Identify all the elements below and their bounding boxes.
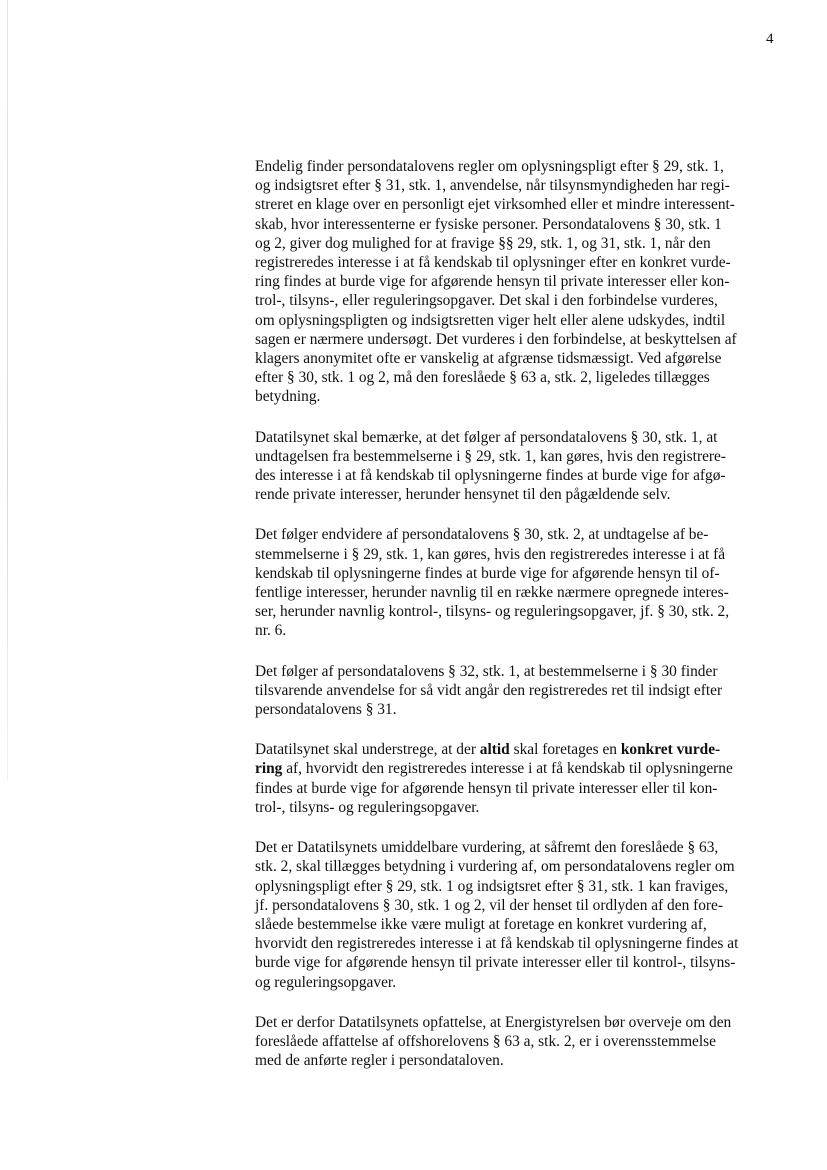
text-line: foreslåede affattelse af offshorelovens § 63 a, stk. 2, er i overensstemmelse: [255, 1032, 716, 1050]
paragraph-6: [255, 838, 785, 992]
paragraph-1: [255, 157, 785, 407]
text-line: trol-, tilsyns-, eller reguleringsopgaver. Det skal i den forbindelse vurderes,: [255, 292, 718, 310]
text-line: findes at burde vige for afgørende hensyn til private interesser eller til kon-: [255, 779, 718, 797]
text-run: skal foretages en: [509, 741, 621, 759]
text-line: og indsigtsret efter § 31, stk. 1, anvendelse, når tilsynsmyndigheden har regi-: [255, 177, 730, 195]
text-line: klagers anonymitet ofte er vanskelig at afgrænse tidsmæssigt. Ved afgørelse: [255, 350, 722, 368]
text-line: og reguleringsopgaver.: [255, 973, 397, 991]
text-line: des interesse i at få kendskab til oplysningerne findes at burde vige for afgø-: [255, 467, 726, 485]
text-line: jf. persondatalovens § 30, stk. 1 og 2, vil der henset til ordlyden af den fore-: [255, 896, 724, 914]
text-line: tilsvarende anvendelse for så vidt angår den registreredes ret til indsigt efter: [255, 681, 723, 699]
text-line: Det følger endvidere af persondatalovens § 30, stk. 2, at undtagelse af be-: [255, 526, 709, 544]
text-line: skab, hvor interessenterne er fysiske personer. Persondatalovens § 30, stk. 1: [255, 215, 722, 233]
text-line: Det følger af persondatalovens § 32, stk. 1, at bestemmelserne i § 30 finder: [255, 662, 718, 680]
text-line: burde vige for afgørende hensyn til private interesser eller til kontrol-, tilsyns-: [255, 954, 736, 972]
scan-margin-line: [7, 0, 8, 780]
text-line: med de anførte regler i persondataloven.: [255, 1052, 504, 1070]
text-line: Datatilsynet skal bemærke, at det følger af persondatalovens § 30, stk. 1, at: [255, 428, 718, 446]
text-line: streret en klage over en personligt ejet virksomhed eller et mindre interessent-: [255, 196, 735, 214]
letter-body: [255, 157, 785, 1091]
text-line: hvorvidt den registreredes interesse i at få kendskab til oplysningerne findes at: [255, 935, 739, 953]
text-line: Endelig finder persondatalovens regler om oplysningspligt efter § 29, stk. 1,: [255, 158, 724, 175]
text-line: ring findes at burde vige for afgørende hensyn til private interesser eller kon-: [255, 273, 730, 291]
text-line: [255, 740, 785, 759]
emphasis-altid: altid: [479, 741, 510, 759]
paragraph-3: [255, 525, 785, 640]
text-line: kendskab til oplysningerne findes at burde vige for afgørende hensyn til of-: [255, 564, 720, 582]
page-number: 4: [766, 31, 774, 47]
text-line: undtagelsen fra bestemmelserne i § 29, stk. 1, kan gøres, hvis den registrere-: [255, 447, 726, 465]
text-line: Det er Datatilsynets umiddelbare vurdering, at såfremt den foreslåede § 63,: [255, 839, 719, 857]
emphasis-konkret-vurdering-cont: ring: [255, 760, 283, 778]
paragraph-7: [255, 1013, 785, 1071]
text-line: om oplysningspligten og indsigtsretten viger helt eller alene udskydes, indtil: [255, 311, 726, 329]
text-line: Det er derfor Datatilsynets opfattelse, at Energistyrelsen bør overveje om den: [255, 1013, 732, 1031]
text-line: nr. 6.: [255, 622, 287, 640]
text-line: trol-, tilsyns- og reguleringsopgaver.: [255, 798, 480, 816]
text-line: og 2, giver dog mulighed for at fravige §§ 29, stk. 1, og 31, stk. 1, når den: [255, 234, 711, 252]
paragraph-4: [255, 662, 785, 720]
text-line: fentlige interesser, herunder navnlig til en række nærmere opregnede interes-: [255, 584, 729, 602]
text-line: oplysningspligt efter § 29, stk. 1 og indsigtsret efter § 31, stk. 1 kan fraviges,: [255, 877, 729, 895]
text-line: betydning.: [255, 388, 321, 406]
text-line: slåede bestemmelse ikke være muligt at foretage en konkret vurdering af,: [255, 915, 707, 933]
text-line: [255, 759, 785, 778]
text-line: stemmelserne i § 29, stk. 1, kan gøres, hvis den registreredes interesse i at få: [255, 545, 726, 563]
paragraph-2: [255, 428, 785, 505]
text-line: rende private interesser, herunder hensynet til den pågældende selv.: [255, 486, 671, 504]
text-line: persondatalovens § 31.: [255, 701, 397, 719]
text-run: Datatilsynet skal understrege, at der: [255, 741, 480, 759]
text-run: af, hvorvidt den registreredes interesse i at få kendskab til oplysningerne: [282, 760, 733, 778]
text-line: efter § 30, stk. 1 og 2, må den foreslåede § 63 a, stk. 2, ligeledes tillægges: [255, 369, 710, 387]
text-line: stk. 2, skal tillægges betydning i vurdering af, om persondatalovens regler om: [255, 858, 735, 876]
paragraph-5: [255, 740, 785, 817]
text-line: sagen er nærmere undersøgt. Det vurderes i den forbindelse, at beskyttelsen af: [255, 330, 737, 348]
text-line: registreredes interesse i at få kendskab til oplysninger efter en konkret vurde-: [255, 254, 731, 272]
text-line: ser, herunder navnlig kontrol-, tilsyns- og reguleringsopgaver, jf. § 30, stk. 2,: [255, 603, 730, 621]
emphasis-konkret-vurdering: konkret vurde-: [620, 741, 721, 759]
